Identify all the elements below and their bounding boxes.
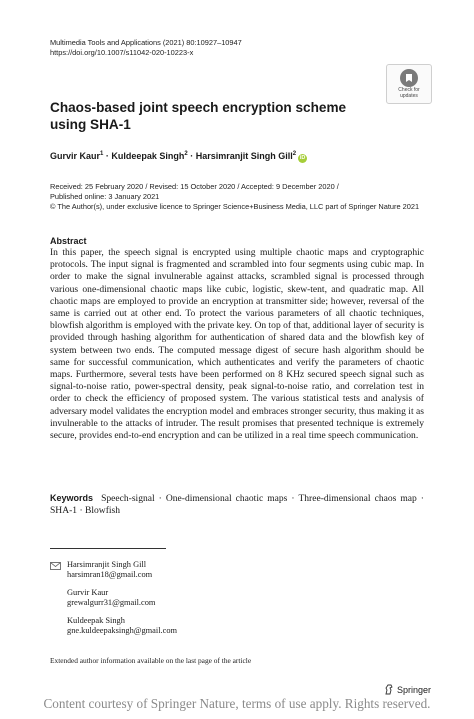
copyright-notice: © The Author(s), under exclusive licence to Springer Science+Business Media, LLC part of Springer Nature 2021 bbox=[50, 201, 420, 211]
contact-entry bbox=[67, 616, 177, 637]
orcid-icon[interactable]: iD bbox=[299, 155, 306, 161]
author-name[interactable]: Gurvir Kaur bbox=[50, 151, 101, 161]
article-title bbox=[50, 99, 360, 133]
contact-name: Harsimranjit Singh Gill bbox=[67, 560, 147, 569]
envelope-icon bbox=[50, 562, 61, 570]
author-contacts bbox=[50, 560, 300, 650]
journal-citation: Multimedia Tools and Applications (2021) 80:10927–10947 bbox=[50, 38, 242, 47]
publication-dates bbox=[50, 182, 450, 211]
dates-line-2: Published online: 3 January 2021 bbox=[50, 191, 160, 201]
abstract-text: In this paper, the speech signal is encrypted using multiple chaotic maps and cryptographic protocols. The input signal is fragmented and scrambled into four segments using cubic map. In order to make the signal invulnerable against attacks, scrambled signal is processed through various one-dimensional chaotic maps like cubic, logistic, skew-tent, and quadratic map. All chaotic maps are employed to provide an encryption at transmitter side; however, reversal of the same is carried out at other end. To protect the various parameters of all chaotic techniques, blowfish algorithm is employed with the private key. On top of that, additional layer of security is provided through hashing algorithm for authentication of shared data and the blowfish key of system between two ends. The computed message digest of secure hash algorithm should be same for successful communication, which authenticates and verify the parameters of chaotic maps. Furthermore, several tests have been performed on 8 KHz secured speech signal such as signal-to-noise ratio, power-spectral density, peak signal-to-noise ratio, and correlation test in order to check the efficiency of proposed system. The various statistical tests and analysis of adversary model validates the encryption model and embraces stronger security, thus making it as invulnerable to the attacks of intruder. The result promises that presented technique is extremely secure, provides end-to-end encryption and can be utilized in a real time speech communication. bbox=[50, 247, 424, 442]
contact-email[interactable]: harsimran18@gmail.com bbox=[67, 570, 153, 580]
springer-horse-icon bbox=[384, 684, 394, 695]
extended-author-info: Extended author information available on the last page of the article bbox=[50, 656, 252, 665]
keywords-list: Speech-signal · One-dimensional chaotic maps · Three-dimensional chaos map · SHA-1 · Blowfish bbox=[50, 493, 424, 517]
check-for-updates-badge[interactable] bbox=[386, 64, 432, 104]
contact-email[interactable]: gne.kuldeepaksingh@gmail.com bbox=[67, 626, 178, 636]
check-for-updates-icon bbox=[400, 69, 418, 87]
title-line-2: using SHA-1 bbox=[50, 117, 131, 132]
keywords-label: Keywords bbox=[50, 493, 94, 503]
contact-name: Gurvir Kaur bbox=[67, 588, 109, 597]
badge-line-1: Check for bbox=[398, 87, 420, 93]
author-list bbox=[50, 151, 307, 163]
keywords bbox=[50, 492, 424, 517]
footnote-divider bbox=[50, 548, 166, 549]
author-name[interactable]: Harsimranjit Singh Gill bbox=[195, 151, 293, 161]
author-separator: · bbox=[103, 151, 112, 161]
doi-link[interactable]: https://doi.org/10.1007/s11042-020-10223-x bbox=[50, 47, 194, 57]
journal-header bbox=[50, 38, 242, 57]
publisher-name: Springer bbox=[397, 684, 432, 695]
author-affiliation: 2 bbox=[184, 151, 188, 157]
author-affiliation: 1 bbox=[100, 151, 104, 157]
contact-entry bbox=[67, 560, 152, 581]
title-line-1: Chaos-based joint speech encryption scheme bbox=[50, 100, 347, 115]
badge-line-2: updates bbox=[400, 92, 418, 99]
abstract-heading: Abstract bbox=[50, 236, 87, 246]
author-affiliation: 2 bbox=[292, 151, 297, 157]
contact-name: Kuldeepak Singh bbox=[67, 616, 125, 625]
dates-line-1: Received: 25 February 2020 / Revised: 15 October 2020 / Accepted: 9 December 2020 / bbox=[50, 182, 339, 191]
author-separator: · bbox=[187, 151, 196, 161]
author-name[interactable]: Kuldeepak Singh bbox=[111, 151, 185, 161]
publisher-logo bbox=[384, 684, 431, 695]
contact-entry bbox=[67, 588, 155, 609]
courtesy-notice: Content courtesy of Springer Nature, terms of use apply. Rights reserved. bbox=[43, 696, 431, 711]
contact-email[interactable]: grewalgurr31@gmail.com bbox=[67, 598, 156, 608]
